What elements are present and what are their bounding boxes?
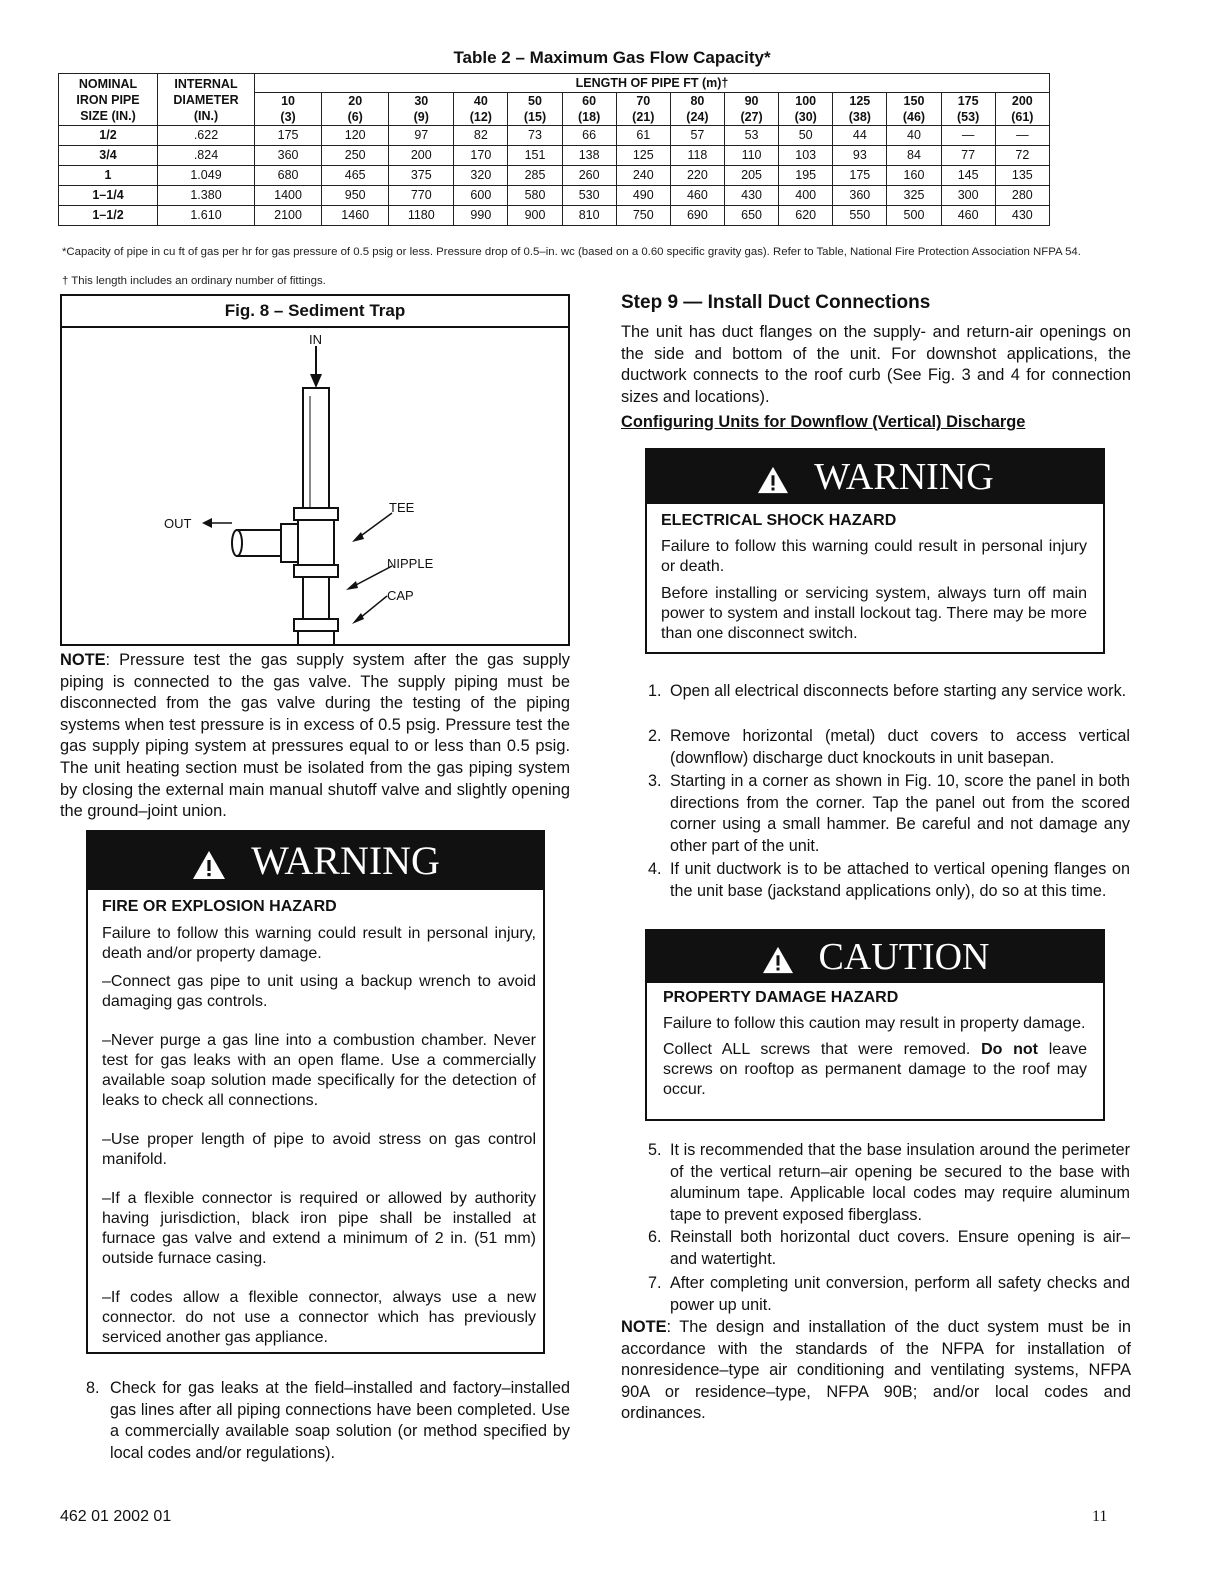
warning-shock-box (645, 448, 1105, 654)
capacity-cell: 195 (779, 166, 833, 186)
caution-box (645, 929, 1105, 1121)
capacity-cell: 93 (833, 146, 887, 166)
list-item-step-7: 7. After completing unit conversion, perform all safety checks and power up unit. (648, 1274, 1130, 1314)
pipe-size-cell: 3/4 (59, 146, 158, 166)
list-item-step-4: 4. If unit ductwork is to be attached to vertical opening flanges on the unit base (jackstand applications only), do so at this time. (648, 860, 1130, 900)
tee-body (298, 520, 334, 565)
caution-banner: CAUTION (647, 931, 1103, 983)
capacity-cell: 73 (508, 126, 562, 146)
capacity-cell: 175 (833, 166, 887, 186)
capacity-cell: 550 (833, 206, 887, 226)
diameter-cell: 1.610 (158, 206, 255, 226)
warning-text: –If codes allow a flexible connector, always use a new connector. do not use a connector which has previously serviced another gas appliance. (102, 1289, 536, 1346)
capacity-cell: 145 (941, 166, 995, 186)
capacity-cell: 61 (616, 126, 670, 146)
section-heading-step-9: Step 9 — Install Duct Connections (621, 292, 931, 313)
list-item-step-1: 1. Open all electrical disconnects before starting any service work. (648, 682, 1127, 700)
capacity-cell: 103 (779, 146, 833, 166)
diameter-cell: 1.049 (158, 166, 255, 186)
capacity-cell: 110 (724, 146, 778, 166)
capacity-cell: 500 (887, 206, 941, 226)
capacity-cell: 57 (670, 126, 724, 146)
capacity-cell: 205 (724, 166, 778, 186)
capacity-cell: 580 (508, 186, 562, 206)
length-column-header: 175 (53) (941, 93, 995, 126)
table-row (59, 126, 1050, 146)
inlet-arrow-icon (310, 374, 322, 388)
caution-text: Failure to follow this caution may result in property damage. (663, 1015, 1086, 1032)
list-item-step-8: 8. Check for gas leaks at the field–installed and factory–installed gas lines after all piping connections have been completed. Use a commercially available soap solution (or method specified by local codes and/or regulations). (86, 1379, 570, 1462)
capacity-cell: 375 (389, 166, 454, 186)
capacity-cell: 490 (616, 186, 670, 206)
warning-text: –Use proper length of pipe to avoid stress on gas control manifold. (102, 1131, 536, 1168)
warning-text: Failure to follow this warning could result in personal injury, death and/or property damage. (102, 925, 536, 962)
doc-number: 462 01 2002 01 (60, 1508, 172, 1525)
label-nipple: NIPPLE (387, 556, 434, 571)
table-row (59, 186, 1050, 206)
capacity-cell: 77 (941, 146, 995, 166)
capacity-cell: 620 (779, 206, 833, 226)
list-item-step-6: 6. Reinstall both horizontal duct covers. Ensure opening is air– and watertight. (648, 1228, 1130, 1268)
label-out: OUT (164, 516, 192, 531)
length-column-header: 100 (30) (779, 93, 833, 126)
length-column-header: 70 (21) (616, 93, 670, 126)
warning-text: Before installing or servicing system, always turn off main power to system and install lockout tag. There may be more than one disconnect switch. (661, 585, 1087, 642)
outlet-arrow-icon (202, 518, 212, 528)
header-internal: INTERNAL DIAMETER (IN.) (158, 74, 255, 126)
length-column-header: 20 (6) (322, 93, 389, 126)
sediment-trap-diagram (62, 328, 568, 646)
capacity-cell: 160 (887, 166, 941, 186)
capacity-cell: 460 (670, 186, 724, 206)
length-column-header: 125 (38) (833, 93, 887, 126)
capacity-cell: 250 (322, 146, 389, 166)
hazard-title: FIRE OR EXPLOSION HAZARD (102, 898, 337, 915)
capacity-cell: 260 (562, 166, 616, 186)
capacity-cell: 650 (724, 206, 778, 226)
capacity-cell: 170 (454, 146, 508, 166)
capacity-cell: 72 (995, 146, 1049, 166)
subheading-downflow: Configuring Units for Downflow (Vertical) Discharge (621, 413, 1026, 431)
length-column-header: 30 (9) (389, 93, 454, 126)
capacity-cell: 175 (255, 126, 322, 146)
page-number: 11 (1092, 1508, 1108, 1525)
capacity-cell: 200 (389, 146, 454, 166)
pipe-size-cell: 1–1/2 (59, 206, 158, 226)
tee-bottom-flange (294, 565, 338, 577)
capacity-cell: 325 (887, 186, 941, 206)
warning-triangle-icon (756, 465, 790, 495)
label-tee: TEE (389, 500, 415, 515)
cap-body (298, 631, 334, 646)
capacity-cell: 690 (670, 206, 724, 226)
capacity-cell: 125 (616, 146, 670, 166)
list-item-step-2: 2. Remove horizontal (metal) duct covers to access vertical (downflow) discharge duct knockouts in unit basepan. (648, 727, 1130, 767)
note-duct-design: NOTE: The design and installation of the duct system must be in accordance with the standards of the NFPA for installation of nonresidence–type air conditioning and ventilating systems, NFPA 90A or residence–type, NFPA 90B; and/or local codes and ordinances. (621, 1318, 1131, 1423)
length-column-header: 40 (12) (454, 93, 508, 126)
capacity-cell: 138 (562, 146, 616, 166)
capacity-cell: 240 (616, 166, 670, 186)
warning-triangle-icon (761, 945, 795, 975)
length-column-header: 60 (18) (562, 93, 616, 126)
note-pressure-test: NOTE: Pressure test the gas supply system after the gas supply piping is connected to the gas valve. The supply piping must be disconnected from the gas valve during the testing of the piping systems when test pressure is in excess of 0.5 psig. Pressure test the gas supply piping system at pressures equal to or less than 0.5 psig. The unit heating section must be isolated from the gas piping system by closing the external main manual shutoff valve and slightly opening the ground–joint union. (60, 651, 570, 821)
capacity-cell: 44 (833, 126, 887, 146)
capacity-cell: 220 (670, 166, 724, 186)
warning-fire-box (86, 830, 545, 1354)
tee-side-flange (281, 524, 298, 562)
capacity-cell: — (995, 126, 1049, 146)
capacity-cell: 460 (941, 206, 995, 226)
capacity-cell: 135 (995, 166, 1049, 186)
caution-text: Collect ALL screws that were removed. Do not leave screws on rooftop as permanent damage to the roof may occur. (663, 1041, 1087, 1098)
header-length: LENGTH OF PIPE FT (m)† (255, 74, 1050, 93)
hazard-title: ELECTRICAL SHOCK HAZARD (661, 512, 897, 529)
capacity-cell: 810 (562, 206, 616, 226)
table-footnote-length: † This length includes an ordinary number of fittings. (62, 275, 326, 287)
capacity-cell: 360 (833, 186, 887, 206)
capacity-cell: 40 (887, 126, 941, 146)
capacity-cell: 151 (508, 146, 562, 166)
hazard-title: PROPERTY DAMAGE HAZARD (663, 989, 899, 1006)
capacity-cell: 118 (670, 146, 724, 166)
length-column-header: 10 (3) (255, 93, 322, 126)
outlet-pipe (237, 530, 281, 556)
table-row (59, 206, 1050, 226)
tee-top-flange (294, 508, 338, 520)
warning-triangle-icon (191, 849, 227, 881)
table-row (59, 166, 1050, 186)
warning-text: –If a flexible connector is required or allowed by authority having jurisdiction, black iron pipe shall be installed at furnace gas valve and extend a minimum of 2 in. (51 mm) outside furnace casing. (102, 1190, 536, 1267)
label-in: IN (309, 332, 322, 347)
capacity-cell: 285 (508, 166, 562, 186)
list-item-step-3: 3. Starting in a corner as shown in Fig. 10, score the panel in both directions from the corner. Tap the panel out from the scored corner using a small hammer. Be careful and not damage any other part of the unit. (648, 772, 1130, 855)
capacity-cell: 770 (389, 186, 454, 206)
capacity-cell: 400 (779, 186, 833, 206)
capacity-cell: 97 (389, 126, 454, 146)
capacity-cell: 320 (454, 166, 508, 186)
length-column-header: 80 (24) (670, 93, 724, 126)
length-column-header: 90 (27) (724, 93, 778, 126)
gas-flow-table (58, 73, 1050, 226)
capacity-cell: 120 (322, 126, 389, 146)
diameter-cell: .824 (158, 146, 255, 166)
capacity-cell: 1180 (389, 206, 454, 226)
header-nominal: NOMINAL IRON PIPE SIZE (IN.) (59, 74, 158, 126)
capacity-cell: 465 (322, 166, 389, 186)
list-item-step-5: 5. It is recommended that the base insulation around the perimeter of the vertical return–air opening be secured to the base with aluminum tape. Applicable local codes may require aluminum tape to prevent exposed fiberglass. (648, 1141, 1130, 1224)
table-row (59, 146, 1050, 166)
inlet-pipe (303, 388, 329, 513)
diameter-cell: 1.380 (158, 186, 255, 206)
capacity-cell: 2100 (255, 206, 322, 226)
capacity-cell: 1460 (322, 206, 389, 226)
capacity-cell: 53 (724, 126, 778, 146)
capacity-cell: 430 (995, 206, 1049, 226)
capacity-cell: — (941, 126, 995, 146)
nipple-pipe (303, 577, 329, 619)
warning-banner: WARNING (88, 832, 543, 890)
warning-text: –Never purge a gas line into a combustion chamber. Never test for gas leaks with an open flame. Use a commercially available soap solution made specifically for the detection of leaks to check all connections. (102, 1032, 536, 1109)
capacity-cell: 950 (322, 186, 389, 206)
outlet-pipe-end (232, 530, 242, 556)
length-column-header: 150 (46) (887, 93, 941, 126)
capacity-cell: 750 (616, 206, 670, 226)
warning-text: Failure to follow this warning could result in personal injury or death. (661, 538, 1087, 575)
pipe-size-cell: 1/2 (59, 126, 158, 146)
capacity-cell: 82 (454, 126, 508, 146)
warning-text: –Connect gas pipe to unit using a backup wrench to avoid damaging gas controls. (102, 973, 536, 1010)
cap-flange (294, 619, 338, 631)
length-column-header: 50 (15) (508, 93, 562, 126)
capacity-cell: 84 (887, 146, 941, 166)
capacity-cell: 1400 (255, 186, 322, 206)
capacity-cell: 66 (562, 126, 616, 146)
diameter-cell: .622 (158, 126, 255, 146)
step-9-intro: The unit has duct flanges on the supply- and return-air openings on the side and bottom of the unit. For downshot applications, the ductwork connects to the roof curb (See Fig. 3 and 4 for connection sizes and locations). (621, 323, 1131, 406)
capacity-cell: 430 (724, 186, 778, 206)
capacity-cell: 50 (779, 126, 833, 146)
figure-title: Fig. 8 – Sediment Trap (62, 296, 568, 328)
capacity-cell: 990 (454, 206, 508, 226)
capacity-cell: 530 (562, 186, 616, 206)
capacity-cell: 360 (255, 146, 322, 166)
capacity-cell: 680 (255, 166, 322, 186)
capacity-cell: 280 (995, 186, 1049, 206)
capacity-cell: 300 (941, 186, 995, 206)
figure-sediment-trap (60, 294, 570, 646)
capacity-cell: 900 (508, 206, 562, 226)
label-cap: CAP (387, 588, 414, 603)
pipe-size-cell: 1 (59, 166, 158, 186)
pipe-size-cell: 1–1/4 (59, 186, 158, 206)
table-footnote-capacity: *Capacity of pipe in cu ft of gas per hr for gas pressure of 0.5 psig or less. Pressure drop of 0.5–in. wc (based on a 0.60 specific gravity gas). Refer to Table, National Fire Protection Association NFPA 54. (62, 246, 1081, 258)
warning-banner: WARNING (647, 450, 1103, 504)
table-title: Table 2 – Maximum Gas Flow Capacity* (453, 48, 771, 67)
length-column-header: 200 (61) (995, 93, 1049, 126)
capacity-cell: 600 (454, 186, 508, 206)
